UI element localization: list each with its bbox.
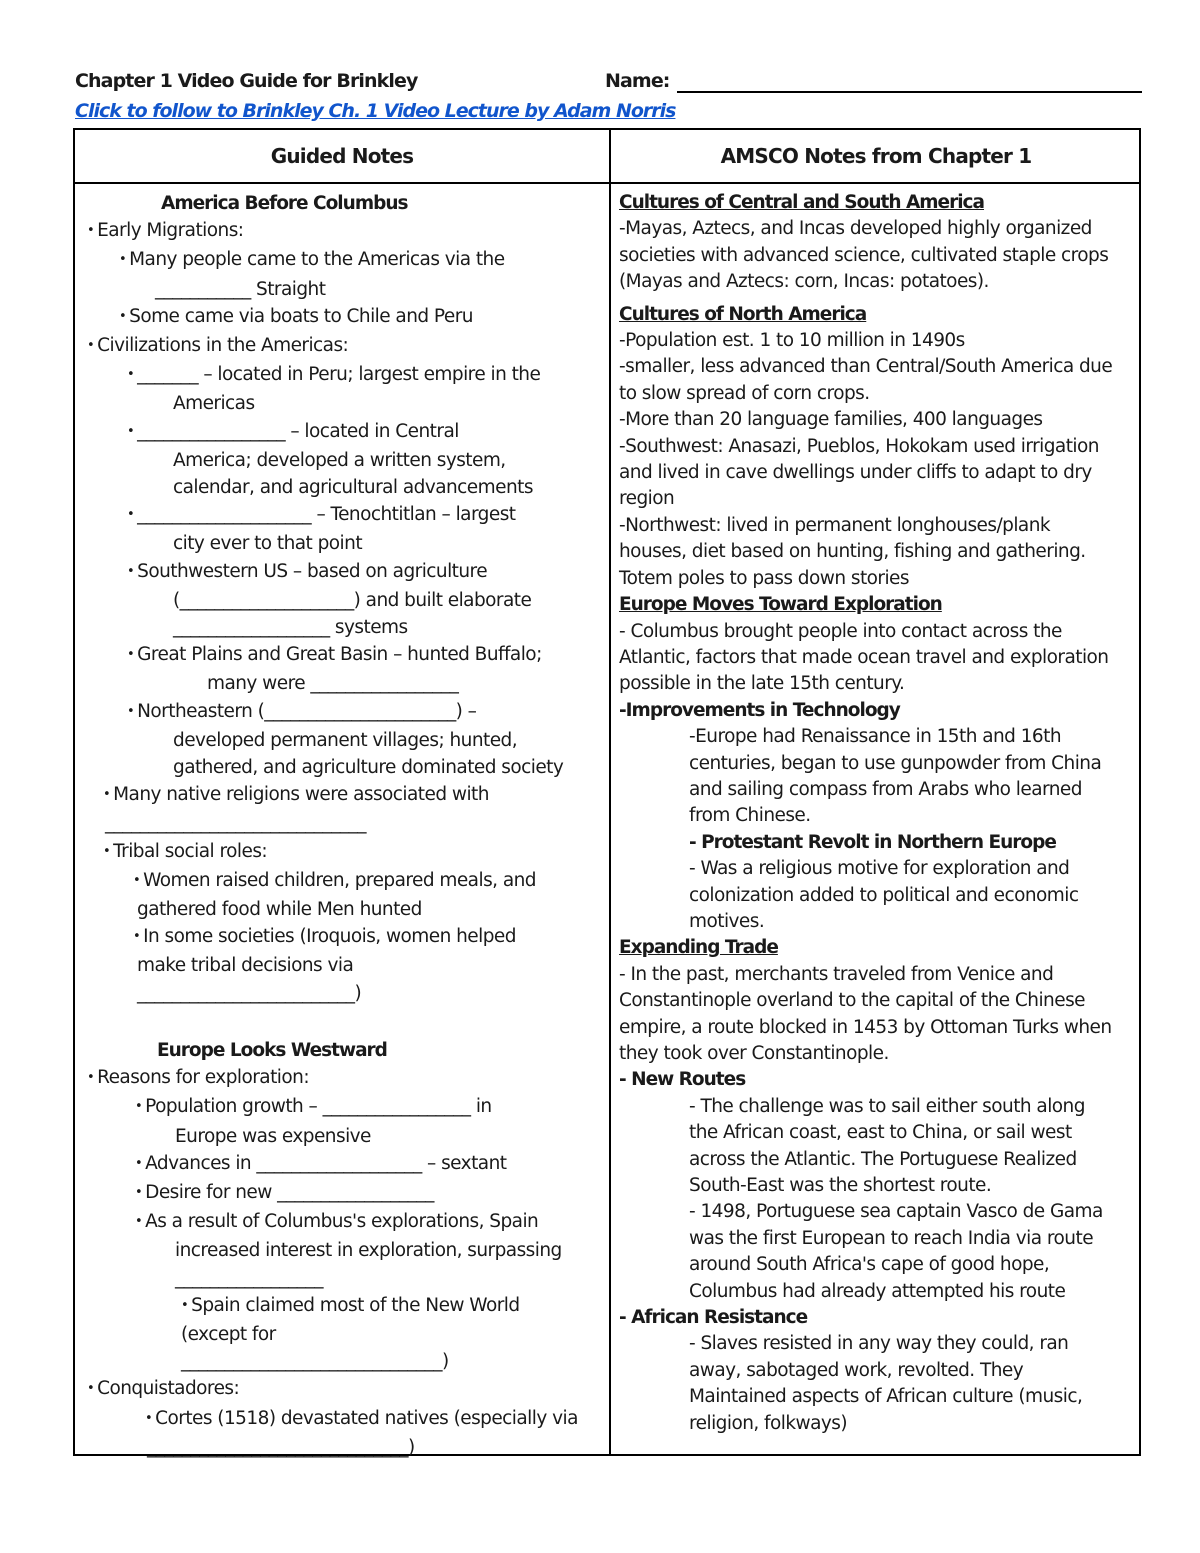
note-line: • Early Migrations: xyxy=(87,217,605,246)
fill-in-line: ___________ Straight xyxy=(155,278,326,300)
note-line: Totem poles to pass down stories xyxy=(619,567,909,589)
note-line: - Columbus brought people into contact across the xyxy=(619,620,1062,642)
note-line: • Cortes (1518) devastated natives (especially via xyxy=(145,1405,605,1434)
note-line: -Population est. 1 to 10 million in 1490s xyxy=(619,330,965,352)
fill-in-line: _________________ xyxy=(175,1267,323,1289)
note-line: - Was a religious motive for exploration and xyxy=(689,858,1070,880)
amsco-notes-heading: AMSCO Notes from Chapter 1 xyxy=(720,144,1032,168)
note-line: Atlantic, factors that made ocean travel and exploration xyxy=(619,646,1109,668)
note-line: calendar, and agricultural advancements xyxy=(173,477,533,499)
note-line: • Civilizations in the Americas: xyxy=(87,332,605,361)
note-line: -Southwest: Anasazi, Pueblos, Hokokam used irrigation xyxy=(619,435,1099,457)
video-lecture-link[interactable]: Click to follow to Brinkley Ch. 1 Video Lecture by Adam Norris xyxy=(75,100,676,122)
note-line: -Mayas, Aztecs, and Incas developed highly organized xyxy=(619,218,1092,240)
note-line: • Great Plains and Great Basin – hunted Buffalo; xyxy=(127,641,605,670)
note-line: -smaller, less advanced than Central/South America due xyxy=(619,356,1113,378)
subsection-title: - African Resistance xyxy=(619,1307,808,1329)
note-line: societies with advanced science, cultivated staple crops xyxy=(619,244,1109,266)
fill-in-line: ______________________________) xyxy=(181,1351,449,1373)
amsco-notes-column xyxy=(619,190,1137,1437)
subsection-title: -Improvements in Technology xyxy=(619,699,900,721)
section-title: Europe Looks Westward xyxy=(157,1039,387,1061)
note-line: (Mayas and Aztecs: corn, Incas: potatoes). xyxy=(619,271,989,293)
fill-in-line: __________________ systems xyxy=(173,617,408,639)
note-line: region xyxy=(619,488,675,510)
note-line: and lived in cave dwellings under cliffs to adapt to dry xyxy=(619,462,1092,484)
note-line: away, sabotaged work, revolted. They xyxy=(689,1359,1024,1381)
note-line: - The challenge was to sail either south along xyxy=(689,1095,1085,1117)
note-line: • In some societies (Iroquois, women helped xyxy=(133,923,605,952)
fill-in-line: • Desire for new __________________ xyxy=(135,1179,605,1208)
note-line: - 1498, Portuguese sea captain Vasco de Gama xyxy=(689,1201,1103,1223)
document-header xyxy=(75,70,1143,130)
section-title: Expanding Trade xyxy=(619,937,778,959)
section-title: Europe Moves Toward Exploration xyxy=(619,594,942,616)
note-line: -Europe had Renaissance in 15th and 16th xyxy=(689,726,1062,748)
note-line: religion, folkways) xyxy=(689,1412,848,1434)
note-line: -More than 20 language families, 400 languages xyxy=(619,409,1043,431)
fill-in-line: _________________________) xyxy=(137,982,362,1004)
notes-table xyxy=(73,128,1141,1456)
note-line: Europe was expensive xyxy=(175,1125,371,1147)
note-line: from Chinese. xyxy=(689,805,811,827)
note-line: America; developed a written system, xyxy=(173,449,506,471)
note-line: • Spain claimed most of the New World xyxy=(181,1292,605,1321)
column-divider xyxy=(609,130,611,1454)
note-line: • As a result of Columbus's explorations, Spain xyxy=(135,1208,605,1237)
note-line: • Women raised children, prepared meals, and xyxy=(133,867,605,896)
note-line: colonization added to political and economic xyxy=(689,884,1079,906)
fill-in-line: (____________________) and built elaborate xyxy=(173,589,532,611)
name-field[interactable] xyxy=(677,91,1142,93)
note-line: around South Africa's cape of good hope, xyxy=(689,1254,1050,1276)
note-line: • Southwestern US – based on agriculture xyxy=(127,558,605,587)
document-title: Chapter 1 Video Guide for Brinkley xyxy=(75,70,418,92)
fill-in-line: • Advances in ___________________ – sextant xyxy=(135,1150,605,1179)
section-title: America Before Columbus xyxy=(161,193,408,214)
note-line: • Tribal social roles: xyxy=(103,838,605,867)
note-line: houses, diet based on hunting, fishing and gathering. xyxy=(619,541,1086,563)
note-line: - In the past, merchants traveled from Venice and xyxy=(619,963,1054,985)
spacer xyxy=(83,1007,605,1037)
note-line: the African coast, east to China, or sail west xyxy=(689,1122,1072,1144)
note-line: • Some came via boats to Chile and Peru xyxy=(119,303,605,332)
note-line: gathered, and agriculture dominated society xyxy=(173,757,564,779)
note-line: • Many people came to the Americas via the xyxy=(119,246,605,275)
note-line: - Slaves resisted in any way they could, ran xyxy=(689,1333,1069,1355)
note-line: motives. xyxy=(689,910,765,932)
note-line: • Conquistadores: xyxy=(87,1375,605,1404)
note-line: -Northwest: lived in permanent longhouses/plank xyxy=(619,514,1051,536)
note-line: developed permanent villages; hunted, xyxy=(173,729,518,751)
note-line: across the Atlantic. The Portuguese Realized xyxy=(689,1148,1077,1170)
note-line: make tribal decisions via xyxy=(137,955,354,977)
fill-in-line: • ____________________ – Tenochtitlan – largest xyxy=(127,501,605,530)
note-line: Constantinople overland to the capital of the Chinese xyxy=(619,990,1085,1012)
guided-notes-heading: Guided Notes xyxy=(270,144,414,168)
note-line: gathered food while Men hunted xyxy=(137,899,422,921)
note-line: centuries, began to use gunpowder from China xyxy=(689,752,1102,774)
note-line: and sailing compass from Arabs who learned xyxy=(689,778,1082,800)
guided-notes-column xyxy=(83,190,605,1461)
note-line: • Many native religions were associated with xyxy=(103,781,605,810)
fill-in-line: ______________________________) xyxy=(147,1436,415,1458)
note-line: Maintained aspects of African culture (music, xyxy=(689,1386,1083,1408)
note-line: (except for xyxy=(181,1323,276,1345)
section-title: Cultures of North America xyxy=(619,303,867,325)
note-line: was the first European to reach India via route xyxy=(689,1227,1094,1249)
note-line: empire, a route blocked in 1453 by Ottoman Turks when xyxy=(619,1016,1112,1038)
subsection-title: - Protestant Revolt in Northern Europe xyxy=(689,831,1056,853)
note-line: Columbus had already attempted his route xyxy=(689,1280,1066,1302)
subsection-title: - New Routes xyxy=(619,1069,746,1091)
note-line: South-East was the shortest route. xyxy=(689,1175,992,1197)
note-line: • Reasons for exploration: xyxy=(87,1064,605,1093)
fill-in-line: • Northeastern (______________________) – xyxy=(127,698,605,727)
note-line: possible in the late 15th century. xyxy=(619,673,905,695)
fill-in-line: ______________________________ xyxy=(105,813,367,835)
section-title: Cultures of Central and South America xyxy=(619,192,985,213)
fill-in-line: • _________________ – located in Central xyxy=(127,418,605,447)
note-line: increased interest in exploration, surpassing xyxy=(175,1240,562,1262)
note-line: city ever to that point xyxy=(173,533,363,555)
note-line: Americas xyxy=(173,393,255,415)
fill-in-line: • Population growth – _________________ in xyxy=(135,1093,605,1122)
table-header-row xyxy=(75,130,1139,184)
note-line: they took over Constantinople. xyxy=(619,1043,889,1064)
fill-in-line: many were _________________ xyxy=(207,673,459,695)
fill-in-line: • _______ – located in Peru; largest empire in the xyxy=(127,361,605,390)
note-line: to slow spread of corn crops. xyxy=(619,382,870,404)
name-label: Name: xyxy=(605,70,670,92)
